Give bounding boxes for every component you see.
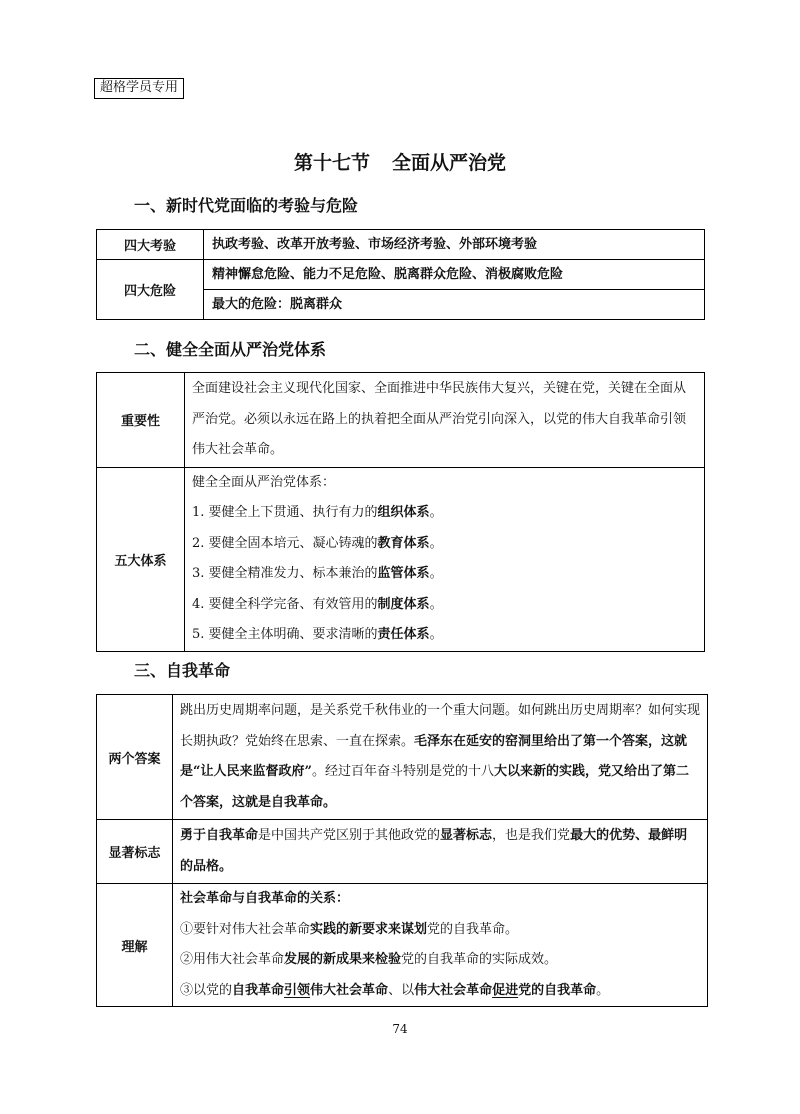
system-table: [96, 372, 705, 652]
section-title: 全面从严治党: [392, 152, 507, 174]
section3-heading: 三、自我革命: [134, 661, 231, 680]
section1-heading: 一、新时代党面临的考验与危险: [134, 196, 359, 215]
list-intro: 社会革命与自我革命的关系：: [180, 891, 350, 906]
row-content: 最大的危险：脱离群众: [204, 290, 705, 320]
row-label: 显著标志: [97, 820, 173, 884]
row-label: 四大危险: [97, 260, 204, 320]
understanding-text: [173, 884, 708, 1007]
row-label: 两个答案: [97, 695, 173, 820]
row-label: 重要性: [97, 373, 185, 468]
list-item: 1. 要健全上下贯通、执行有力的组织体系。: [192, 505, 443, 520]
list-item: 4. 要健全科学完备、有效管用的制度体系。: [192, 596, 443, 612]
marks-text: 勇于自我革命是中国共产党区别于其他政党的显著标志，也是我们党最大的优势、最鲜明的品格。: [173, 820, 708, 884]
tests-dangers-table: [96, 229, 705, 320]
page-title: [0, 148, 800, 175]
table-row: [97, 884, 708, 1007]
table-row: [97, 260, 705, 290]
list-item: ③以党的自我革命引领伟大社会革命、以伟大社会革命促进党的自我革命。: [180, 982, 610, 998]
table-row: [97, 230, 705, 260]
table-row: [97, 373, 705, 468]
row-label: 理解: [97, 884, 173, 1007]
page-number: 74: [392, 1022, 408, 1036]
list-item: ②用伟大社会革命发展的新成果来检验党的自我革命的实际成效。: [180, 952, 558, 967]
table-row: [97, 467, 705, 651]
five-systems-list: [185, 467, 705, 651]
section-number: 第十七节: [293, 152, 370, 174]
self-revolution-table: [96, 694, 708, 1007]
importance-text: 全面建设社会主义现代化国家、全面推进中华民族伟大复兴，关键在党，关键在全面从严治党。必须以永远在路上的执着把全面从严治党引向深入，以党的伟大自我革命引领伟大社会革命。: [185, 373, 705, 468]
row-label: 五大体系: [97, 467, 185, 651]
list-intro: 健全全面从严治党体系：: [192, 474, 336, 490]
list-item: 2. 要健全固本培元、凝心铸魂的教育体系。: [192, 535, 443, 551]
section2-heading: 二、健全全面从严治党体系: [134, 340, 327, 359]
answers-text: 跳出历史周期率问题，是关系党千秋伟业的一个重大问题。如何跳出历史周期率？如何实现长期执政？党始终在思索、一直在探索。毛泽东在延安的窑洞里给出了第一个答案，这就是“让人民来监督政府”。经过百年奋斗特别是党的十八大以来新的实践，党又给出了第二个答案，这就是自我革命。: [173, 695, 708, 820]
table-row: [97, 695, 708, 820]
row-content: 精神懈怠危险、能力不足危险、脱离群众危险、消极腐败危险: [204, 260, 705, 290]
list-item: 5. 要健全主体明确、要求清晰的责任体系。: [192, 627, 443, 642]
row-content: 执政考验、改革开放考验、市场经济考验、外部环境考验: [204, 230, 705, 260]
row-label: 四大考验: [97, 230, 204, 260]
list-item: 3. 要健全精准发力、标本兼治的监管体系。: [192, 566, 443, 581]
list-item: ①要针对伟大社会革命实践的新要求来谋划党的自我革命。: [180, 921, 519, 937]
header-tag: 超格学员专用: [94, 78, 184, 99]
table-row: [97, 820, 708, 884]
